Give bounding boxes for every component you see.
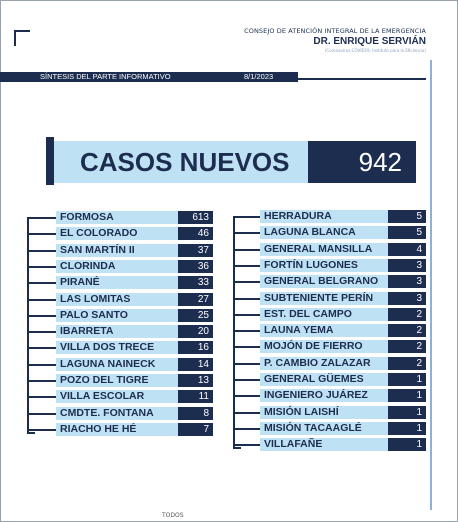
corner-ornament — [14, 30, 30, 46]
right_table-row-name: MOJÓN DE FIERRO — [260, 340, 388, 353]
left_table-row-tick — [29, 315, 56, 317]
left_table-row-count: 25 — [178, 309, 213, 322]
right_table-row-tick — [235, 249, 260, 251]
right_table-row-name: GENERAL BELGRANO — [260, 275, 388, 288]
org-name: DR. ENRIQUE SERVIÁN — [313, 36, 426, 47]
right_table-row-tick — [235, 281, 260, 283]
left_table-row-count: 13 — [178, 374, 213, 387]
right_table-row-count: 3 — [388, 259, 426, 272]
right_table-row-tick — [235, 314, 260, 316]
right_table-row-count: 1 — [388, 406, 426, 419]
left_table-row-tick — [29, 282, 56, 284]
left_table-row-tick — [29, 299, 56, 301]
left_table-row-tick — [29, 217, 56, 219]
left_table-row-count: 14 — [178, 358, 213, 371]
right_table-row-name: VILLAFAÑE — [260, 438, 388, 451]
left_table-row-count: 33 — [178, 276, 213, 289]
right_table-row-count: 3 — [388, 275, 426, 288]
right_table-row-tick — [235, 216, 260, 218]
left_table-row-tick — [29, 364, 56, 366]
right_table-row-count: 1 — [388, 422, 426, 435]
left_table-row-name: CMDTE. FONTANA — [56, 407, 178, 420]
org-line1: CONSEJO DE ATENCIÓN INTEGRAL DE LA EMERGENCIA — [244, 27, 426, 35]
right_table-row-count: 4 — [388, 243, 426, 256]
left_table-row-count: 8 — [178, 407, 213, 420]
right_table-row-tick — [235, 428, 260, 430]
right_table-row-count: 2 — [388, 324, 426, 337]
summary-bar-line — [298, 78, 426, 80]
right_table-row-count: 1 — [388, 389, 426, 402]
left_table-row-count: 16 — [178, 341, 213, 354]
right_table-row-tick — [235, 379, 260, 381]
left_table-row-tick — [29, 413, 56, 415]
right_table-row-tick — [235, 444, 260, 446]
right_table-row-name: LAUNA YEMA — [260, 324, 388, 337]
right_table-row-tick — [235, 330, 260, 332]
right_table-row-name: FORTÍN LUGONES — [260, 259, 388, 272]
left_table-row-tick — [29, 331, 56, 333]
left_table-row-name: RIACHO HE HÉ — [56, 423, 178, 436]
left_table-row-count: 11 — [178, 390, 213, 403]
left_table-row-name: FORMOSA — [56, 211, 178, 224]
right_table-bracket — [233, 216, 241, 449]
right_table-row-name: SUBTENIENTE PERÍN — [260, 292, 388, 305]
headline-accent — [46, 137, 54, 185]
left_table-row-tick — [29, 396, 56, 398]
summary-title: SÍNTESIS DEL PARTE INFORMATIVO — [40, 72, 171, 81]
right_table-row-name: LAGUNA BLANCA — [260, 226, 388, 239]
left_table-row-count: 36 — [178, 260, 213, 273]
left_table-row-count: 613 — [178, 211, 213, 224]
left_table-row-name: LAS LOMITAS — [56, 293, 178, 306]
headline-label: CASOS NUEVOS — [80, 147, 290, 177]
right_table-row-tick — [235, 298, 260, 300]
right_table-row-tick — [235, 395, 260, 397]
left_table-row-tick — [29, 429, 56, 431]
organization-header — [244, 27, 426, 53]
right_table-row-count: 2 — [388, 340, 426, 353]
left_table-row-name: PIRANÉ — [56, 276, 178, 289]
left_table-row-tick — [29, 347, 56, 349]
right_table-row-name: P. CAMBIO ZALAZAR — [260, 357, 388, 370]
right_table-row-name: GENERAL GÜEMES — [260, 373, 388, 386]
left_table-row-name: CLORINDA — [56, 260, 178, 273]
left_table-row-name: PALO SANTO — [56, 309, 178, 322]
right_table-row-count: 3 — [388, 292, 426, 305]
org-subtitle: (Coronavirus-COVID19, Instituto para la Eficiencia) — [324, 48, 426, 53]
right_table-row-tick — [235, 363, 260, 365]
right_table-row-count: 5 — [388, 226, 426, 239]
left_table-row-tick — [29, 380, 56, 382]
right_table-row-name: HERRADURA — [260, 210, 388, 223]
left_table-row-count: 37 — [178, 244, 213, 257]
left_table-row-name: IBARRETA — [56, 325, 178, 338]
headline-label-box — [54, 141, 308, 183]
left_table-row-tick — [29, 250, 56, 252]
left_table-row-count: 7 — [178, 423, 213, 436]
summary-date: 8/1/2023 — [244, 72, 274, 81]
left_table-row-tick — [29, 233, 56, 235]
right_table-row-name: MISIÓN LAISHÍ — [260, 406, 388, 419]
headline-value: 942 — [358, 147, 402, 177]
right-divider-line — [430, 60, 432, 510]
left_table-row-name: POZO DEL TIGRE — [56, 374, 178, 387]
left_table-row-name: SAN MARTÍN II — [56, 244, 178, 257]
left_table-row-tick — [29, 266, 56, 268]
footer-logos: TODOS — [162, 512, 184, 519]
left_table-row-name: VILLA ESCOLAR — [56, 390, 178, 403]
right_table-row-name: MISIÓN TACAAGLÉ — [260, 422, 388, 435]
right_table-row-count: 5 — [388, 210, 426, 223]
right_table-row-tick — [235, 412, 260, 414]
right_table-row-name: GENERAL MANSILLA — [260, 243, 388, 256]
right_table-row-count: 1 — [388, 373, 426, 386]
right_table-row-name: INGENIERO JUÁREZ — [260, 389, 388, 402]
left_table-row-name: LAGUNA NAINECK — [56, 358, 178, 371]
right_table-row-count: 2 — [388, 308, 426, 321]
right_table-row-tick — [235, 232, 260, 234]
headline-value-box — [308, 141, 416, 183]
right_table-row-tick — [235, 265, 260, 267]
left_table-row-name: EL COLORADO — [56, 227, 178, 240]
right_table-row-name: EST. DEL CAMPO — [260, 308, 388, 321]
left_table-row-count: 27 — [178, 293, 213, 306]
left_table-row-count: 46 — [178, 227, 213, 240]
left_table-row-count: 20 — [178, 325, 213, 338]
right_table-row-count: 1 — [388, 438, 426, 451]
right_table-row-count: 2 — [388, 357, 426, 370]
right_table-row-tick — [235, 346, 260, 348]
left_table-row-name: VILLA DOS TRECE — [56, 341, 178, 354]
